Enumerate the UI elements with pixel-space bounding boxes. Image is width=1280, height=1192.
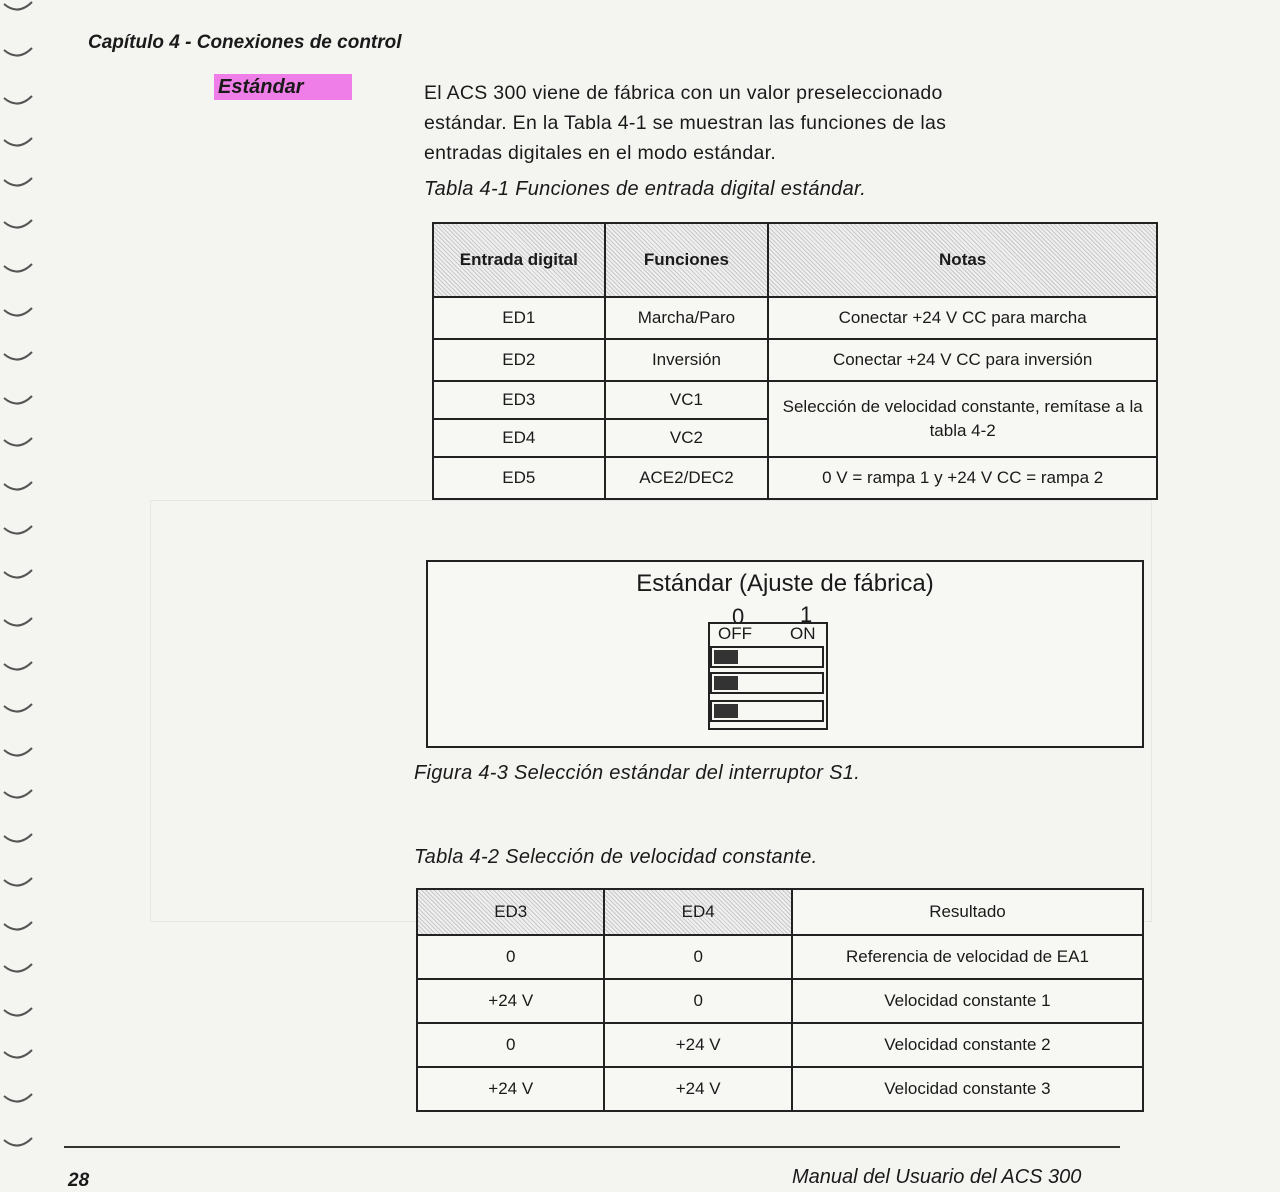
header-cell: ED4 [604, 889, 791, 935]
table-cell: VC1 [605, 381, 769, 419]
dip-switch-position [710, 700, 824, 722]
table-cell: ED4 [433, 419, 605, 457]
figure-caption: Figura 4-3 Selección estándar del interruptor S1. [414, 762, 861, 784]
header-cell: ED3 [417, 889, 604, 935]
table-cell: +24 V [417, 1067, 604, 1111]
intro-line: estándar. En la Tabla 4-1 se muestran las funciones de las [424, 112, 947, 134]
header-cell: Funciones [605, 223, 769, 297]
table-cell: ED5 [433, 457, 605, 499]
table-header-row [433, 223, 1157, 297]
table-row [433, 297, 1157, 339]
switch-label-1: 1 [800, 602, 813, 627]
header-cell: Resultado [792, 889, 1143, 935]
switch-label-0: 0 [732, 604, 745, 629]
page-number: 28 [68, 1170, 90, 1191]
table-cell: Velocidad constante 3 [792, 1067, 1143, 1111]
table-cell: 0 [604, 935, 791, 979]
constant-speed-table [416, 888, 1144, 1112]
table-cell: 0 V = rampa 1 y +24 V CC = rampa 2 [768, 457, 1157, 499]
intro-line: El ACS 300 viene de fábrica con un valor preseleccionado [424, 82, 943, 104]
digital-input-table [432, 222, 1158, 500]
table-cell: 0 [604, 979, 791, 1023]
table-cell: +24 V [604, 1023, 791, 1067]
table-row [417, 935, 1143, 979]
section-tag: Estándar [214, 74, 352, 100]
table-row [417, 1023, 1143, 1067]
header-cell: Notas [768, 223, 1157, 297]
table2-caption: Tabla 4-2 Selección de velocidad constante. [414, 846, 818, 868]
dip-switch-position [710, 646, 824, 668]
table-cell: 0 [417, 935, 604, 979]
table-cell: Velocidad constante 1 [792, 979, 1143, 1023]
table1-caption: Tabla 4-1 Funciones de entrada digital estándar. [424, 178, 867, 200]
switch-knob-icon [714, 704, 738, 718]
table-cell: ED1 [433, 297, 605, 339]
footer-rule [64, 1146, 1120, 1148]
switch-off-label: OFF [718, 624, 752, 643]
intro-paragraph [424, 78, 1114, 168]
table-cell: Referencia de velocidad de EA1 [792, 935, 1143, 979]
table-row [433, 339, 1157, 381]
table-cell: ED3 [433, 381, 605, 419]
table-cell: ED2 [433, 339, 605, 381]
table-cell: Conectar +24 V CC para marcha [768, 297, 1157, 339]
switch-figure [426, 560, 1144, 748]
figure-title: Estándar (Ajuste de fábrica) [636, 570, 934, 597]
table-row [417, 1067, 1143, 1111]
table-header-row [417, 889, 1143, 935]
table-cell: Velocidad constante 2 [792, 1023, 1143, 1067]
table-cell: Marcha/Paro [605, 297, 769, 339]
binder-holes [0, 0, 40, 1184]
dip-switch-position [710, 672, 824, 694]
table-cell: ACE2/DEC2 [605, 457, 769, 499]
table-cell: Conectar +24 V CC para inversión [768, 339, 1157, 381]
table-cell: VC2 [605, 419, 769, 457]
footer-manual-title: Manual del Usuario del ACS 300 [792, 1166, 1082, 1188]
switch-knob-icon [714, 650, 738, 664]
table-cell: 0 [417, 1023, 604, 1067]
table-cell: Selección de velocidad constante, remítase a la tabla 4-2 [768, 381, 1157, 457]
table-row [433, 457, 1157, 499]
chapter-header: Capítulo 4 - Conexiones de control [88, 32, 402, 53]
table-row [417, 979, 1143, 1023]
table-cell: Inversión [605, 339, 769, 381]
header-cell: Entrada digital [433, 223, 605, 297]
table-row [433, 381, 1157, 419]
intro-line: entradas digitales en el modo estándar. [424, 142, 777, 164]
table-cell: +24 V [417, 979, 604, 1023]
switch-knob-icon [714, 676, 738, 690]
switch-on-label: ON [790, 624, 816, 643]
table-cell: +24 V [604, 1067, 791, 1111]
